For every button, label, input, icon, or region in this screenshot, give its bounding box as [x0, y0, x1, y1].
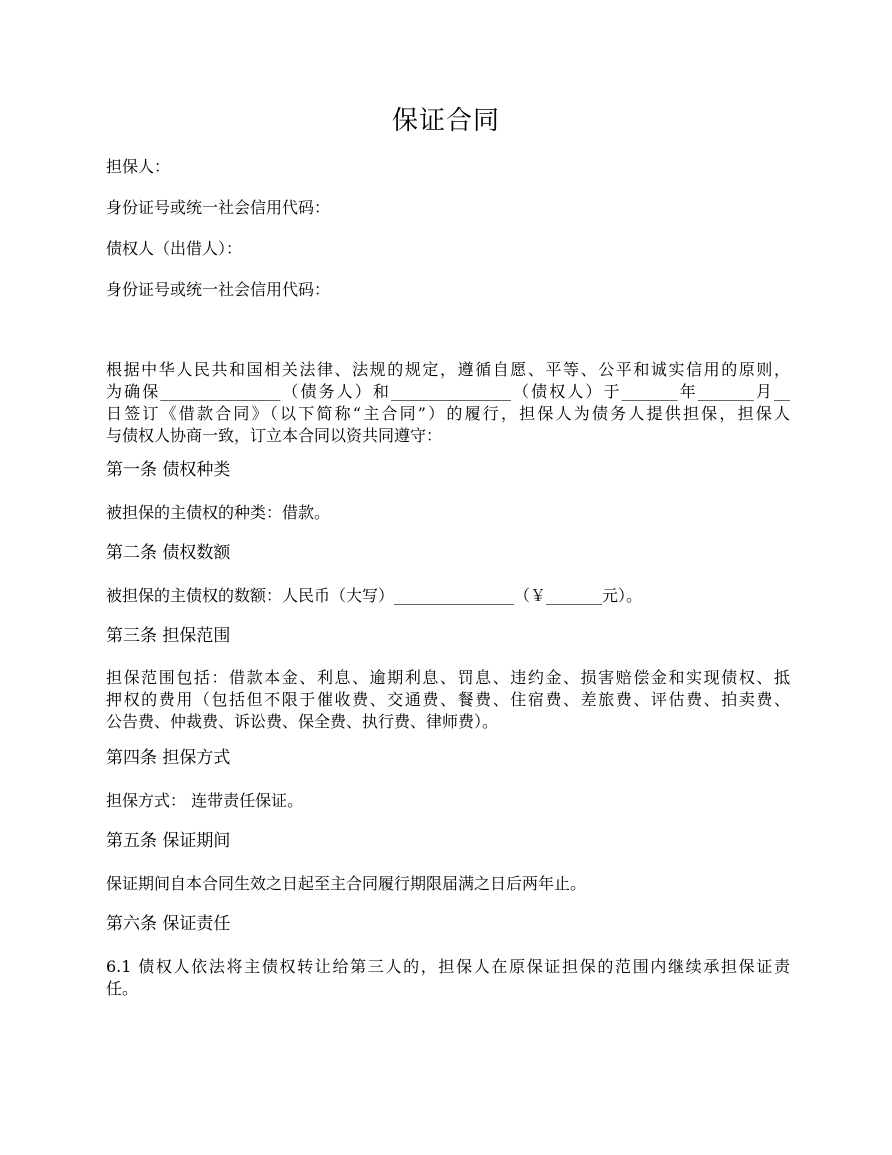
preamble-line: 与债权人协商一致，订立本合同以资共同遵守： [106, 426, 443, 445]
guarantor-label: 担保人： [106, 157, 171, 176]
section-body-line: 押权的费用（包括但不限于催收费、交通费、餐费、住宿费、差旅费、评估费、拍卖费、 [106, 690, 790, 709]
section-heading: 第六条 保证责任 [106, 914, 231, 934]
section-heading: 第五条 保证期间 [106, 831, 231, 851]
preamble-line: 日签订《借款合同》（以下简称“主合同”）的履行，担保人为债务人提供担保，担保人 [106, 404, 790, 423]
creditor-id-label: 身份证号或统一社会信用代码： [106, 280, 331, 299]
guarantor-id-label: 身份证号或统一社会信用代码： [106, 198, 331, 217]
section-body: 担保方式： 连带责任保证。 [106, 791, 304, 810]
preamble-paragraph [106, 359, 790, 447]
section-body-line: 任。 [106, 979, 139, 998]
document-title: 保证合同 [391, 106, 500, 136]
section-body-line: 6.1 债权人依法将主债权转让给第三人的，担保人在原保证担保的范围内继续承担保证责 [106, 957, 790, 976]
creditor-label: 债权人（出借人）： [106, 239, 243, 258]
section-body [106, 956, 790, 1000]
section-heading: 第四条 担保方式 [106, 748, 231, 768]
section-heading: 第二条 债权数额 [106, 543, 231, 563]
section-body-line: 公告费、仲裁费、诉讼费、保全费、执行费、律师费）。 [106, 712, 499, 731]
section-body: 保证期间自本合同生效之日起至主合同履行期限届满之日后两年止。 [106, 874, 587, 893]
section-body: 被担保的主债权的数额：人民币（大写）_______________（￥_______元）。 [106, 586, 643, 605]
section-heading: 第三条 担保范围 [106, 626, 231, 646]
section-heading: 第一条 债权种类 [106, 460, 231, 480]
preamble-line: 为确保_______________（债务人）和_______________（债权人）于_______年_______月__ [106, 382, 790, 401]
section-body: 被担保的主债权的种类：借款。 [106, 503, 331, 522]
section-body [106, 667, 790, 733]
preamble-line: 根据中华人民共和国相关法律、法规的规定，遵循自愿、平等、公平和诚实信用的原则， [106, 360, 790, 379]
section-body-line: 担保范围包括：借款本金、利息、逾期利息、罚息、违约金、损害赔偿金和实现债权、抵 [106, 668, 790, 687]
